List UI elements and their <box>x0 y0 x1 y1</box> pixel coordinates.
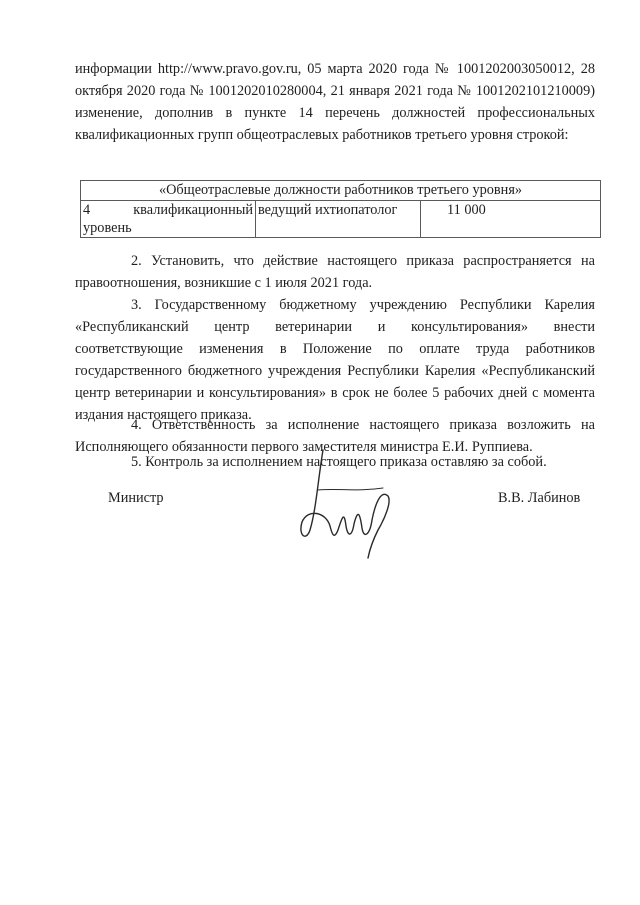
signatory-title: Министр <box>108 490 164 506</box>
paragraph-amendment-intro: информации http://www.pravo.gov.ru, 05 марта 2020 года № 1001202003050012, 28 октября 2020 года № 1001202010280004, 21 января 2021 года № 1001202101210009) изменение, дополнив в пункте 14 перечень должностей профессиональных квалификационных групп общеотраслевых работников третьего уровня строкой: <box>75 61 595 143</box>
signatory-name: В.В. Лабинов <box>498 490 581 506</box>
positions-table <box>80 180 601 238</box>
paragraph-4: 4. Ответственность за исполнение настоящего приказа возложить на Исполняющего обязанности первого заместителя министра Е.И. Руппиева. <box>75 417 595 455</box>
cell-position: ведущий ихтиопатолог <box>256 201 421 238</box>
paragraph-5: 5. Контроль за исполнением настоящего приказа оставляю за собой. <box>131 454 547 470</box>
qualification-level-text: 4 квалификационный уровень <box>83 202 253 236</box>
paragraph-2: 2. Установить, что действие настоящего приказа распространяется на правоотношения, возникшие с 1 июля 2021 года. <box>75 253 595 291</box>
paragraph-3: 3. Государственному бюджетному учреждению Республики Карелия «Республиканский центр ветеринарии и консультирования» внести соответствующие изменения в Положение по оплате труда работников государственного бюджетного учреждения Республики Карелия «Республиканский центр ветеринарии и консультирования» в срок не более 5 рабочих дней с момента издания настоящего приказа. <box>75 297 595 423</box>
table-row <box>81 201 601 238</box>
handwritten-signature-icon <box>288 430 408 560</box>
cell-salary: 11 000 <box>421 201 601 238</box>
cell-qualification-level <box>81 201 256 238</box>
table-header: «Общеотраслевые должности работников третьего уровня» <box>81 181 601 201</box>
